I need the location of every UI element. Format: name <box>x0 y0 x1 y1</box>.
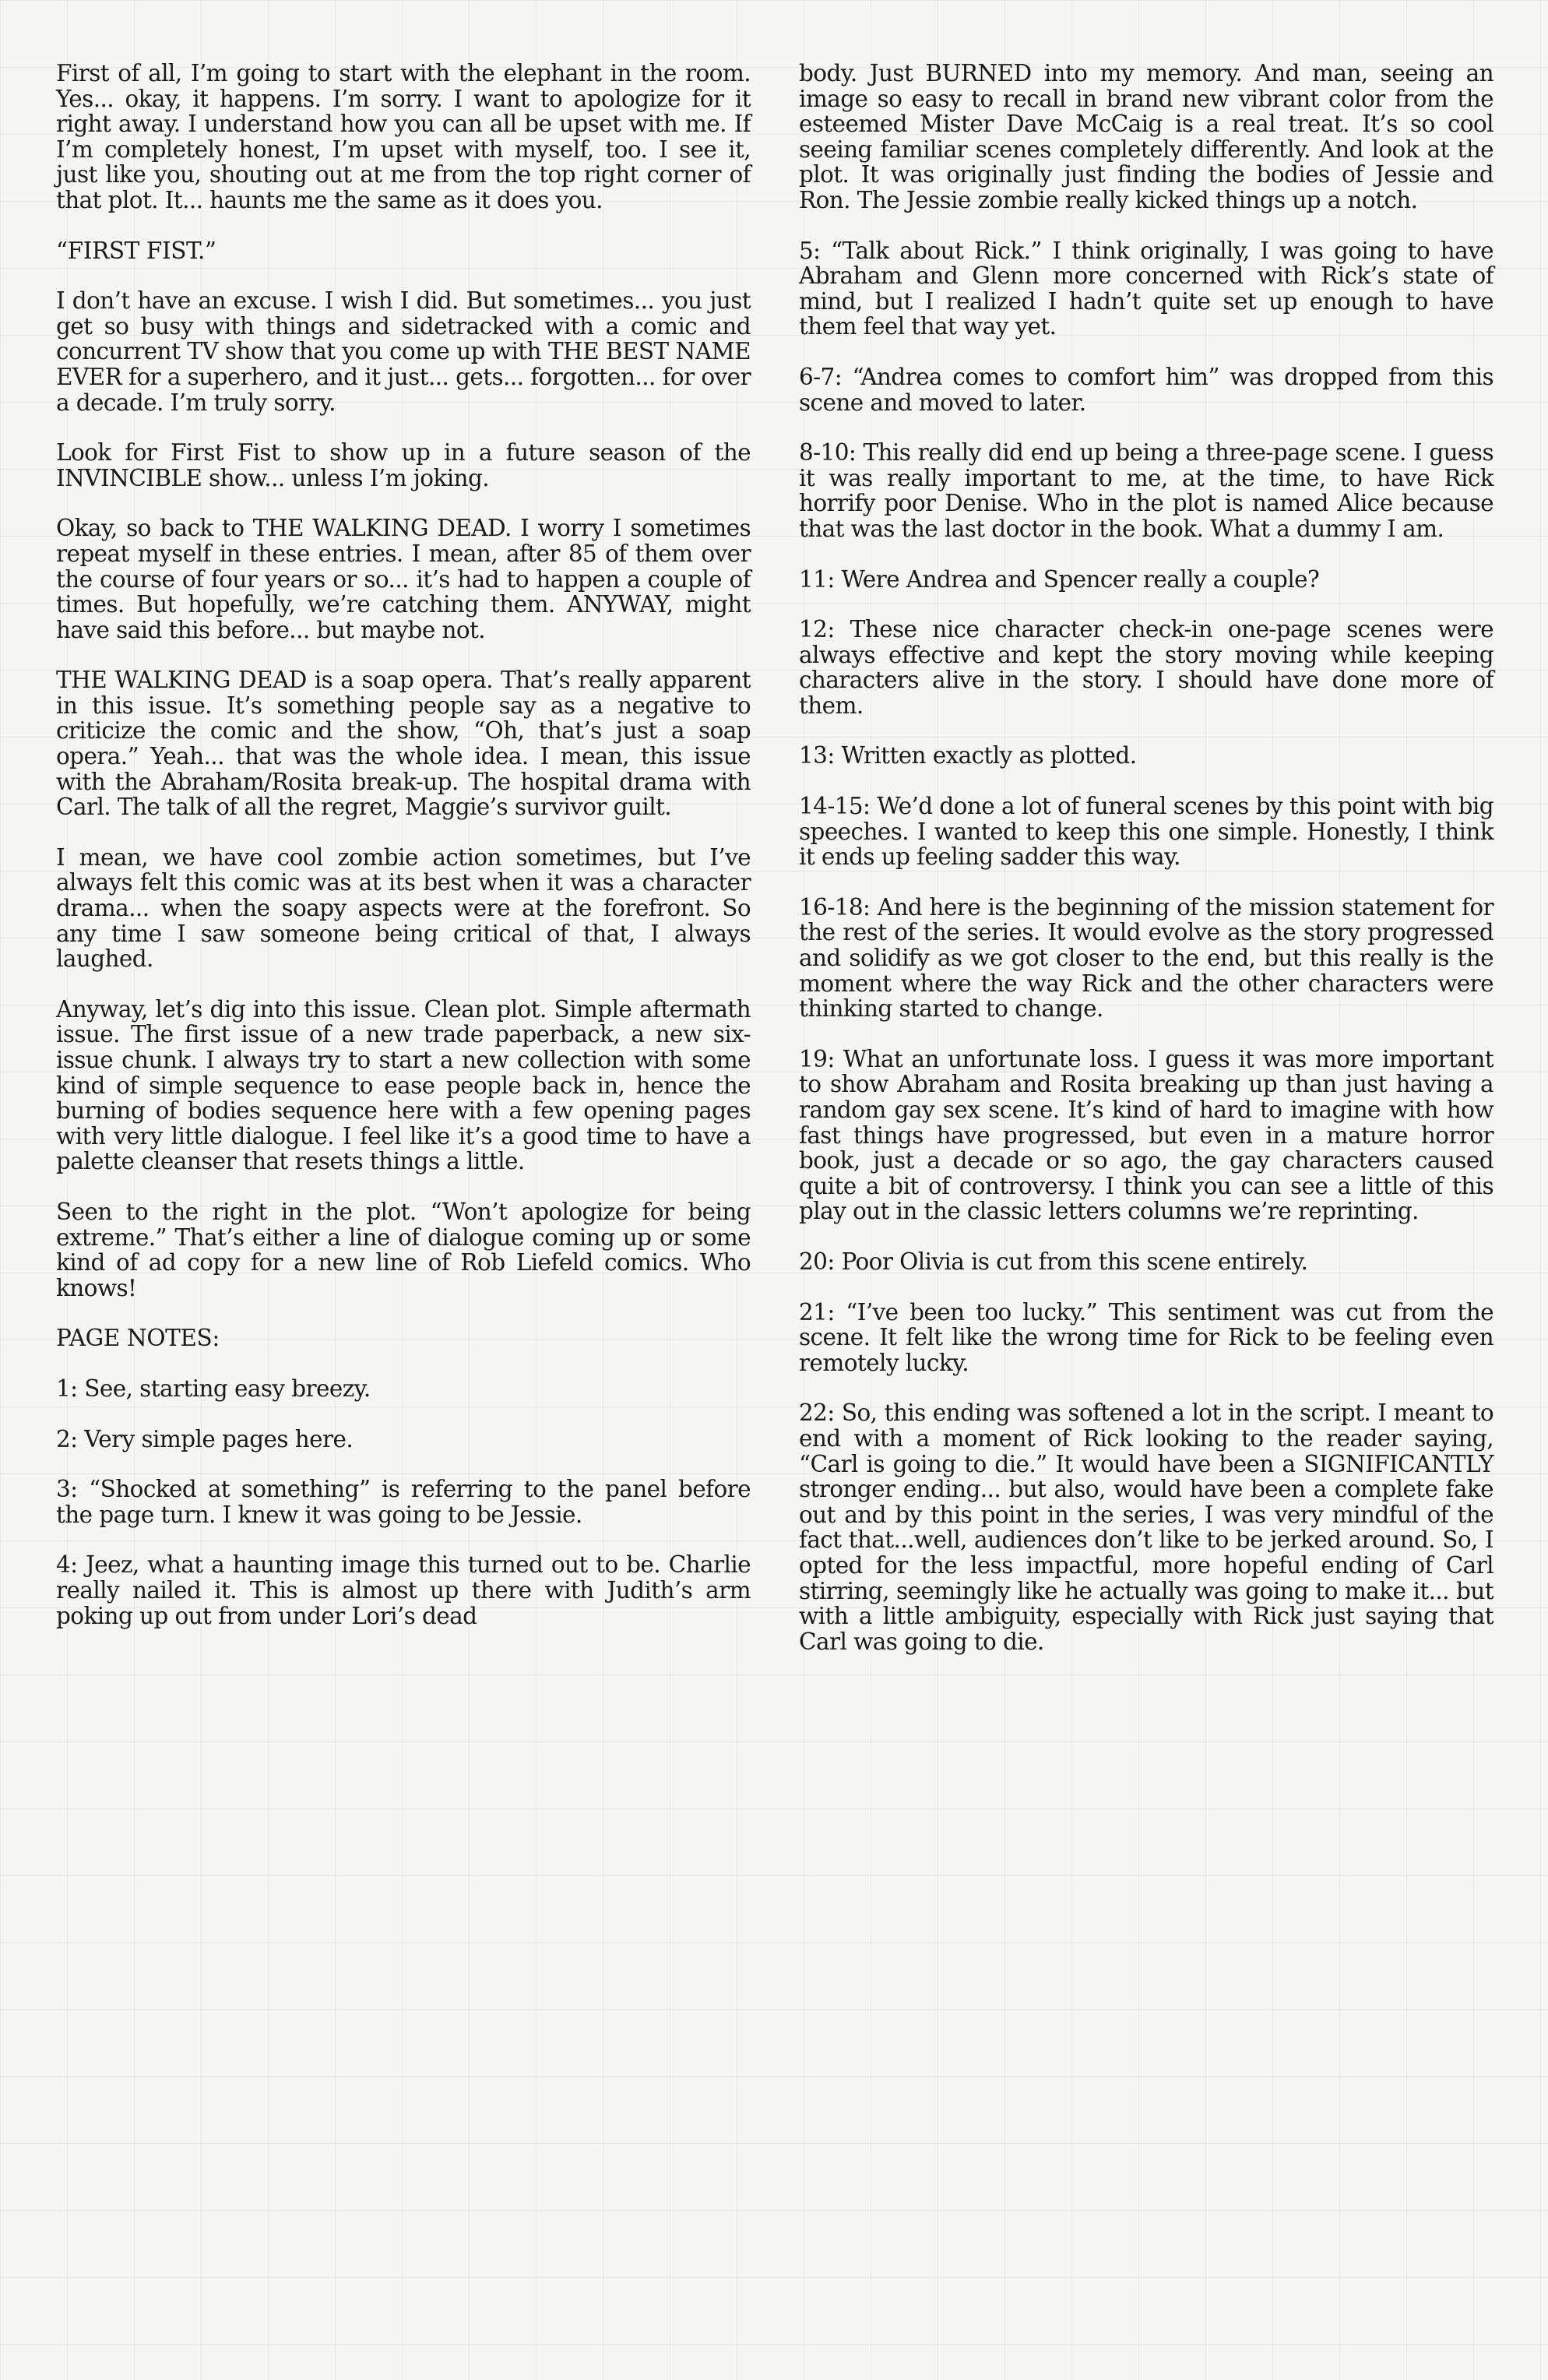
paragraph: Okay, so back to THE WALKING DEAD. I worry I sometimes repeat myself in these entries. I mean, after 85 of them over the course of four years or so... it’s had to happen a couple of times. But hopefully, we’re catching them. ANYWAY, might have said this before... but maybe not. <box>56 515 751 643</box>
paragraph: THE WALKING DEAD is a soap opera. That’s really apparent in this issue. It’s something people say as a negative to criticize the comic and the show, “Oh, that’s just a soap opera.” Yeah... that was the whole idea. I mean, this issue with the Abraham/Rosita break-up. The hospital drama with Carl. The talk of all the regret, Maggie’s survivor guilt. <box>56 667 751 821</box>
page-note: 13: Written exactly as plotted. <box>799 742 1137 769</box>
page-note: 16-18: And here is the beginning of the mission statement for the rest of the series. It would evolve as the story progressed and solidify as we got closer to the end, but this really is the moment where the way Rick and the other characters were thinking started to change. <box>799 893 1493 1023</box>
left-column <box>56 61 751 2380</box>
page-note: 11: Were Andrea and Spencer really a couple? <box>799 565 1320 593</box>
section-heading: PAGE NOTES: <box>56 1325 220 1352</box>
paragraph: Look for First Fist to show up in a future season of the INVINCIBLE show... unless I’m joking. <box>56 439 751 491</box>
page-note: 21: “I’ve been too lucky.” This sentiment was cut from the scene. It felt like the wrong time for Rick to be feeling even remotely lucky. <box>799 1298 1493 1376</box>
page-note: 22: So, this ending was softened a lot in the script. I meant to end with a moment of Rick looking to the reader saying, “Carl is going to die.” It would have been a SIGNIFICANTLY stronger ending... but also, would have been a complete fake out and by this point in the series, I was very mindful of the fact that...well, audiences don’t like to be jerked around. So, I opted for the less impactful, more hopeful ending of Carl stirring, seemingly like he actually was going to make it... but with a little ambiguity, especially with Rick just saying that Carl was going to die. <box>799 1399 1493 1655</box>
page-note: 4: Jeez, what a haunting image this turned out to be. Charlie really nailed it. This is almost up there with Judith’s arm poking up out from under Lori’s dead <box>56 1551 751 1629</box>
page-note: 1: See, starting easy breezy. <box>56 1375 371 1402</box>
right-column <box>799 61 1493 2380</box>
page-note: 20: Poor Olivia is cut from this scene entirely. <box>799 1248 1308 1275</box>
paragraph: I don’t have an excuse. I wish I did. But sometimes... you just get so busy with things and sidetracked with a comic and concurrent TV show that you come up with THE BEST NAME EVER for a superhero, and it just... gets... forgotten... for over a decade. I’m truly sorry. <box>56 287 751 416</box>
page-note: 3: “Shocked at something” is referring to the panel before the page turn. I knew it was going to be Jessie. <box>56 1476 751 1528</box>
paragraph: First of all, I’m going to start with the elephant in the room. Yes... okay, it happens. I’m sorry. I want to apologize for it right away. I understand how you can all be upset with me. If I’m completely honest, I’m upset with myself, too. I see it, just like you, shouting out at me from the top right corner of that plot. It... haunts me the same as it does you. <box>56 60 751 213</box>
page-note: 19: What an unfortunate loss. I guess it was more important to show Abraham and Rosita breaking up than just having a random gay sex scene. It’s kind of hard to imagine with how fast things have progressed, but even in a mature horror book, just a decade or so ago, the gay characters caused quite a bit of controversy. I think you can see a little of this play out in the classic letters columns we’re reprinting. <box>799 1045 1493 1225</box>
paragraph: I mean, we have cool zombie action sometimes, but I’ve always felt this comic was at its best when it was a character drama... when the soapy aspects were at the forefront. So any time I saw someone being critical of that, I always laughed. <box>56 843 751 973</box>
paragraph: Anyway, let’s dig into this issue. Clean plot. Simple aftermath issue. The first issue of a new trade paperback, a new six-issue chunk. I always try to start a new collection with some kind of simple sequence to ease people back in, hence the burning of bodies sequence here with a few opening pages with very little dialogue. I feel like it’s a good time to have a palette cleanser that resets things a little. <box>56 995 751 1175</box>
paragraph: “FIRST FIST.” <box>56 237 216 264</box>
page-note: 14-15: We’d done a lot of funeral scenes by this point with big speeches. I wanted to keep this one simple. Honestly, I think it ends up feeling sadder this way. <box>799 793 1493 871</box>
page-note: 2: Very simple pages here. <box>56 1425 354 1452</box>
page-note: 8-10: This really did end up being a three-page scene. I guess it was really important to me, at the time, to have Rick horrify poor Denise. Who in the plot is named Alice because that was the last doctor in the book. What a dummy I am. <box>799 439 1493 542</box>
page-note: 5: “Talk about Rick.” I think originally, I was going to have Abraham and Glenn more concerned with Rick’s state of mind, but I realized I hadn’t quite set up enough to have them feel that way yet. <box>799 237 1493 340</box>
paragraph: Seen to the right in the plot. “Won’t apologize for being extreme.” That’s either a line of dialogue coming up or some kind of ad copy for a new line of Rob Liefeld comics. Who knows! <box>56 1198 751 1301</box>
page-note: 12: These nice character check-in one-page scenes were always effective and kept the story moving while keeping characters alive in the story. I should have done more of them. <box>799 616 1493 719</box>
page-note: 6-7: “Andrea comes to comfort him” was dropped from this scene and moved to later. <box>799 363 1493 416</box>
paragraph: body. Just BURNED into my memory. And man, seeing an image so easy to recall in brand new vibrant color from the esteemed Mister Dave McCaig is a real treat. It’s so cool seeing familiar scenes completely differently. And look at the plot. It was originally just finding the bodies of Jessie and Ron. The Jessie zombie really kicked things up a notch. <box>799 60 1493 213</box>
